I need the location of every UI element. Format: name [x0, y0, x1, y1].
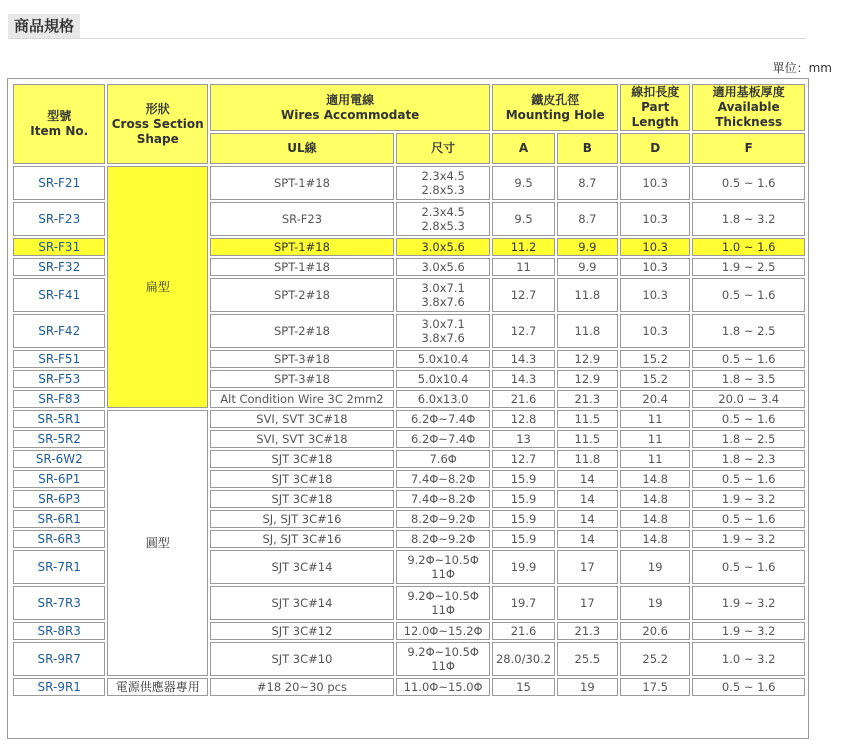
thickness-cell: 1.9 ~ 3.2 [692, 530, 805, 548]
hole-b-cell: 11.8 [557, 450, 618, 468]
size-cell: 11.0Φ~15.0Φ [396, 678, 490, 696]
thickness-cell: 1.0 ~ 3.2 [692, 642, 805, 676]
table-row [13, 410, 805, 428]
item-link[interactable]: SR-6P1 [13, 470, 105, 488]
thickness-cell: 1.8 ~ 2.5 [692, 430, 805, 448]
hole-a-cell: 11.2 [492, 238, 554, 256]
thickness-cell: 1.9 ~ 3.2 [692, 586, 805, 620]
ul-cell: SJT 3C#18 [210, 490, 394, 508]
size-cell: 3.0x5.6 [396, 238, 490, 256]
size-cell: 7.6Φ [396, 450, 490, 468]
length-cell: 15.2 [620, 370, 690, 388]
hole-a-cell: 15.9 [492, 470, 554, 488]
header-ul: UL線 [210, 133, 394, 164]
item-link[interactable]: SR-5R2 [13, 430, 105, 448]
ul-cell: SVI, SVT 3C#18 [210, 410, 394, 428]
shape-flat: 扁型 [107, 166, 208, 408]
size-cell: 12.0Φ~15.2Φ [396, 622, 490, 640]
thickness-cell: 0.5 ~ 1.6 [692, 410, 805, 428]
item-link[interactable]: SR-6R1 [13, 510, 105, 528]
spec-table-body [13, 166, 805, 696]
hole-b-cell: 11.5 [557, 410, 618, 428]
item-link[interactable]: SR-6W2 [13, 450, 105, 468]
item-link[interactable]: SR-8R3 [13, 622, 105, 640]
length-cell: 11 [620, 430, 690, 448]
hole-a-cell: 12.7 [492, 278, 554, 312]
hole-b-cell: 17 [557, 550, 618, 584]
spec-table-frame [7, 78, 809, 739]
item-link[interactable]: SR-F23 [13, 202, 105, 236]
ul-cell: SJT 3C#18 [210, 470, 394, 488]
ul-cell: SPT-1#18 [210, 238, 394, 256]
hole-a-cell: 14.3 [492, 370, 554, 388]
size-cell: 7.4Φ~8.2Φ [396, 470, 490, 488]
header-part-length: 線扣長度 Part Length [620, 84, 690, 131]
length-cell: 19 [620, 550, 690, 584]
length-cell: 14.8 [620, 490, 690, 508]
item-link[interactable]: SR-7R3 [13, 586, 105, 620]
thickness-cell: 1.0 ~ 1.6 [692, 238, 805, 256]
item-link[interactable]: SR-F42 [13, 314, 105, 348]
hole-a-cell: 28.0/30.2 [492, 642, 554, 676]
hole-a-cell: 9.5 [492, 166, 554, 200]
size-cell: 9.2Φ~10.5Φ 11Φ [396, 550, 490, 584]
size-cell: 6.2Φ~7.4Φ [396, 430, 490, 448]
ul-cell: SJT 3C#12 [210, 622, 394, 640]
ul-cell: SVI, SVT 3C#18 [210, 430, 394, 448]
size-cell: 5.0x10.4 [396, 370, 490, 388]
header-col-d: D [620, 133, 690, 164]
ul-cell: SPT-3#18 [210, 350, 394, 368]
length-cell: 11 [620, 410, 690, 428]
hole-b-cell: 17 [557, 586, 618, 620]
length-cell: 10.3 [620, 258, 690, 276]
hole-b-cell: 21.3 [557, 390, 618, 408]
hole-a-cell: 14.3 [492, 350, 554, 368]
hole-a-cell: 13 [492, 430, 554, 448]
hole-b-cell: 21.3 [557, 622, 618, 640]
header-thickness: 適用基板厚度 Available Thickness [692, 84, 805, 131]
thickness-cell: 20.0 ~ 3.4 [692, 390, 805, 408]
thickness-cell: 1.8 ~ 2.3 [692, 450, 805, 468]
hole-a-cell: 9.5 [492, 202, 554, 236]
size-cell: 6.2Φ~7.4Φ [396, 410, 490, 428]
hole-a-cell: 12.7 [492, 450, 554, 468]
length-cell: 10.3 [620, 166, 690, 200]
hole-a-cell: 15.9 [492, 490, 554, 508]
item-link[interactable]: SR-6R3 [13, 530, 105, 548]
thickness-cell: 1.9 ~ 3.2 [692, 622, 805, 640]
item-link[interactable]: SR-5R1 [13, 410, 105, 428]
length-cell: 10.3 [620, 238, 690, 256]
item-link[interactable]: SR-F31 [13, 238, 105, 256]
shape-round: 圓型 [107, 410, 208, 676]
size-cell: 3.0x5.6 [396, 258, 490, 276]
thickness-cell: 1.8 ~ 2.5 [692, 314, 805, 348]
ul-cell: SPT-2#18 [210, 314, 394, 348]
thickness-cell: 1.9 ~ 2.5 [692, 258, 805, 276]
thickness-cell: 1.9 ~ 3.2 [692, 490, 805, 508]
shape-psu: 電源供應器專用 [107, 678, 208, 696]
item-link[interactable]: SR-9R1 [13, 678, 105, 696]
item-link[interactable]: SR-7R1 [13, 550, 105, 584]
thickness-cell: 0.5 ~ 1.6 [692, 350, 805, 368]
hole-a-cell: 15.9 [492, 510, 554, 528]
size-cell: 9.2Φ~10.5Φ 11Φ [396, 586, 490, 620]
hole-b-cell: 14 [557, 490, 618, 508]
hole-a-cell: 15 [492, 678, 554, 696]
ul-cell: SJT 3C#14 [210, 586, 394, 620]
ul-cell: #18 20~30 pcs [210, 678, 394, 696]
thickness-cell: 0.5 ~ 1.6 [692, 278, 805, 312]
hole-b-cell: 11.8 [557, 314, 618, 348]
length-cell: 14.8 [620, 470, 690, 488]
ul-cell: SPT-1#18 [210, 166, 394, 200]
size-cell: 2.3x4.5 2.8x5.3 [396, 202, 490, 236]
length-cell: 25.2 [620, 642, 690, 676]
ul-cell: SPT-3#18 [210, 370, 394, 388]
size-cell: 8.2Φ~9.2Φ [396, 510, 490, 528]
size-cell: 7.4Φ~8.2Φ [396, 490, 490, 508]
section-title-bar [8, 14, 806, 39]
ul-cell: SJT 3C#18 [210, 450, 394, 468]
length-cell: 17.5 [620, 678, 690, 696]
ul-cell: SJT 3C#10 [210, 642, 394, 676]
header-col-b: B [557, 133, 618, 164]
hole-b-cell: 14 [557, 510, 618, 528]
hole-b-cell: 11.8 [557, 278, 618, 312]
item-link[interactable]: SR-F83 [13, 390, 105, 408]
ul-cell: SPT-2#18 [210, 278, 394, 312]
length-cell: 14.8 [620, 510, 690, 528]
length-cell: 14.8 [620, 530, 690, 548]
hole-b-cell: 25.5 [557, 642, 618, 676]
length-cell: 15.2 [620, 350, 690, 368]
item-link[interactable]: SR-F32 [13, 258, 105, 276]
thickness-cell: 0.5 ~ 1.6 [692, 510, 805, 528]
hole-a-cell: 12.8 [492, 410, 554, 428]
item-link[interactable]: SR-F53 [13, 370, 105, 388]
header-size: 尺寸 [396, 133, 490, 164]
hole-a-cell: 12.7 [492, 314, 554, 348]
item-link[interactable]: SR-F51 [13, 350, 105, 368]
header-col-a: A [492, 133, 554, 164]
length-cell: 10.3 [620, 202, 690, 236]
item-link[interactable]: SR-F41 [13, 278, 105, 312]
size-cell: 3.0x7.1 3.8x7.6 [396, 278, 490, 312]
hole-b-cell: 9.9 [557, 258, 618, 276]
hole-a-cell: 15.9 [492, 530, 554, 548]
hole-b-cell: 19 [557, 678, 618, 696]
item-link[interactable]: SR-F21 [13, 166, 105, 200]
item-link[interactable]: SR-9R7 [13, 642, 105, 676]
hole-b-cell: 14 [557, 470, 618, 488]
length-cell: 10.3 [620, 314, 690, 348]
thickness-cell: 0.5 ~ 1.6 [692, 550, 805, 584]
spec-table [11, 82, 807, 698]
length-cell: 20.4 [620, 390, 690, 408]
hole-b-cell: 9.9 [557, 238, 618, 256]
thickness-cell: 0.5 ~ 1.6 [692, 470, 805, 488]
hole-b-cell: 11.5 [557, 430, 618, 448]
table-row [13, 166, 805, 200]
size-cell: 9.2Φ~10.5Φ 11Φ [396, 642, 490, 676]
size-cell: 6.0x13.0 [396, 390, 490, 408]
size-cell: 5.0x10.4 [396, 350, 490, 368]
header-shape: 形狀 Cross Section Shape [107, 84, 208, 164]
hole-a-cell: 21.6 [492, 622, 554, 640]
length-cell: 11 [620, 450, 690, 468]
hole-a-cell: 11 [492, 258, 554, 276]
table-row [13, 678, 805, 696]
header-col-f: F [692, 133, 805, 164]
ul-cell: SJ, SJT 3C#16 [210, 510, 394, 528]
hole-a-cell: 21.6 [492, 390, 554, 408]
ul-cell: SR-F23 [210, 202, 394, 236]
header-item-no: 型號 Item No. [13, 84, 105, 164]
ul-cell: Alt Condition Wire 3C 2mm2 [210, 390, 394, 408]
length-cell: 20.6 [620, 622, 690, 640]
hole-b-cell: 12.9 [557, 370, 618, 388]
item-link[interactable]: SR-6P3 [13, 490, 105, 508]
ul-cell: SPT-1#18 [210, 258, 394, 276]
hole-b-cell: 8.7 [557, 202, 618, 236]
section-title: 商品規格 [8, 14, 80, 38]
ul-cell: SJ, SJT 3C#16 [210, 530, 394, 548]
thickness-cell: 0.5 ~ 1.6 [692, 166, 805, 200]
hole-a-cell: 19.7 [492, 586, 554, 620]
hole-b-cell: 12.9 [557, 350, 618, 368]
thickness-cell: 1.8 ~ 3.2 [692, 202, 805, 236]
size-cell: 2.3x4.5 2.8x5.3 [396, 166, 490, 200]
length-cell: 19 [620, 586, 690, 620]
size-cell: 3.0x7.1 3.8x7.6 [396, 314, 490, 348]
ul-cell: SJT 3C#14 [210, 550, 394, 584]
header-wires: 適用電線 Wires Accommodate [210, 84, 490, 131]
length-cell: 10.3 [620, 278, 690, 312]
hole-b-cell: 8.7 [557, 166, 618, 200]
header-mounting-hole: 鐵皮孔徑 Mounting Hole [492, 84, 618, 131]
hole-a-cell: 19.9 [492, 550, 554, 584]
thickness-cell: 0.5 ~ 1.6 [692, 678, 805, 696]
unit-label: 單位：mm [772, 61, 832, 75]
hole-b-cell: 14 [557, 530, 618, 548]
thickness-cell: 1.8 ~ 3.5 [692, 370, 805, 388]
size-cell: 8.2Φ~9.2Φ [396, 530, 490, 548]
